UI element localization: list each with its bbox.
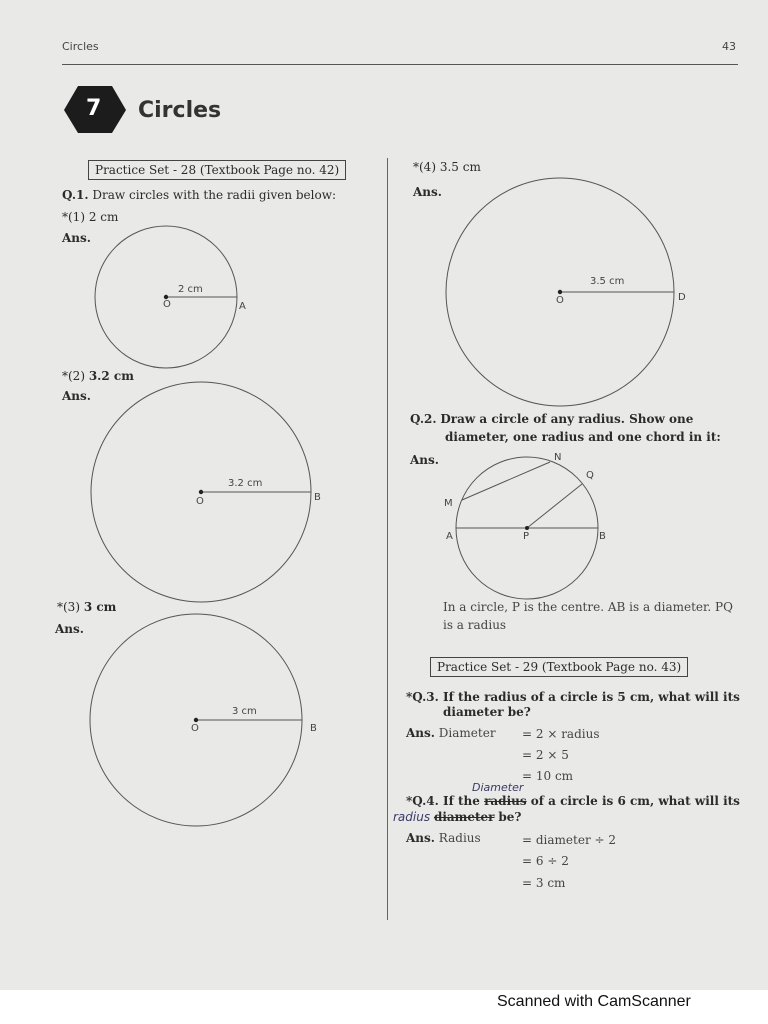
- q1-part-1: [62, 210, 118, 224]
- q1-part-2-value: 3.2 cm: [88, 369, 134, 383]
- practice-set-28-box: Practice Set - 28 (Textbook Page no. 42): [88, 160, 346, 180]
- centre-dot-p: [525, 526, 529, 530]
- q3-step-2: = 2 × 5: [522, 748, 569, 762]
- q1-part-3: [57, 600, 116, 614]
- circle-4-radius-label: 3.5 cm: [590, 276, 625, 287]
- centre-dot-3: [194, 718, 198, 722]
- q3-line-1: If the radius of a circle is 5 cm, what will its: [443, 690, 740, 704]
- q2-point-q: Q: [586, 470, 594, 481]
- camscanner-watermark: Scanned with CamScanner: [497, 993, 691, 1010]
- q3-lhs: Diameter: [438, 726, 496, 740]
- centre-dot-4: [558, 290, 562, 294]
- q2-point-a: A: [446, 531, 453, 542]
- column-divider: [387, 158, 388, 920]
- q4-ans-row: [406, 831, 481, 845]
- q4-pre: If the: [443, 794, 480, 808]
- q1-part-4: [413, 160, 481, 174]
- q1-part-1-label: *(1): [62, 210, 85, 224]
- q3-ans-row: [406, 726, 496, 740]
- q1-label: Q.1.: [62, 188, 89, 202]
- q1-part-3-label: *(3): [57, 600, 80, 614]
- circle-diagram-4: [446, 178, 674, 406]
- q3-step-1: = 2 × radius: [522, 727, 600, 741]
- q2-line-2: diameter, one radius and one chord in it:: [445, 430, 721, 444]
- q2-heading: [410, 412, 693, 426]
- circle-1-centre-label: O: [163, 299, 171, 310]
- q1-part-2-ans: Ans.: [62, 389, 91, 403]
- circle-4-point-label: D: [678, 292, 686, 303]
- q4-step-3: = 3 cm: [522, 876, 566, 890]
- q2-point-b: B: [599, 531, 606, 542]
- q4-step-2: = 6 ÷ 2: [522, 854, 569, 868]
- q1-part-4-label: *(4): [413, 160, 436, 174]
- q2-note-line-1: In a circle, P is the centre. AB is a diameter. PQ: [443, 600, 733, 614]
- q4-struck-radius: radius: [484, 794, 527, 808]
- circle-3-point-label: B: [310, 723, 317, 734]
- q4-ans: Ans.: [406, 831, 435, 845]
- chapter-number: 7: [86, 96, 102, 121]
- chord-mn: [462, 462, 550, 500]
- q4-step-1: = diameter ÷ 2: [522, 833, 617, 847]
- centre-dot-2: [199, 490, 203, 494]
- circle-3-radius-label: 3 cm: [232, 706, 257, 717]
- circle-diagram-3: [90, 614, 302, 826]
- q1-part-4-ans: Ans.: [413, 185, 442, 199]
- q4-line-2: [393, 810, 521, 824]
- chapter-title: Circles: [138, 98, 222, 123]
- q1-part-3-ans: Ans.: [55, 622, 84, 636]
- q4-post: be?: [498, 810, 522, 824]
- circle-3-centre-label: O: [191, 723, 199, 734]
- q1-heading: [62, 188, 336, 202]
- q4-label: *Q.4.: [406, 794, 439, 808]
- radius-pq: [527, 484, 582, 528]
- q4-struck-diameter: diameter: [433, 810, 495, 824]
- q1-part-1-value: 2 cm: [88, 210, 119, 224]
- q1-part-2-label: *(2): [62, 369, 85, 383]
- q1-part-4-value: 3.5 cm: [439, 160, 481, 174]
- running-header-title: Circles: [62, 40, 99, 53]
- q2-line-1: Draw a circle of any radius. Show one: [440, 412, 694, 426]
- circle-diagram-q2: [456, 457, 598, 599]
- q1-part-2: [62, 369, 134, 383]
- q2-ans: Ans.: [410, 453, 439, 467]
- q1-part-3-value: 3 cm: [83, 600, 117, 614]
- circle-2-radius-label: 3.2 cm: [228, 478, 263, 489]
- circle-1-point-label: A: [239, 301, 246, 312]
- q1-text: Draw circles with the radii given below:: [92, 188, 337, 202]
- q2-label: Q.2.: [410, 412, 437, 426]
- q2-point-m: M: [444, 498, 453, 509]
- q3-line-2: diameter be?: [443, 705, 531, 719]
- page-number: 43: [722, 40, 736, 53]
- q3-label: *Q.3.: [406, 690, 439, 704]
- q4-lhs: Radius: [438, 831, 481, 845]
- q3-heading: [406, 690, 740, 704]
- q4-mid: of a circle is 6 cm, what will its: [530, 794, 740, 808]
- circle-diagram-1: [95, 226, 237, 368]
- q3-step-3: = 10 cm: [522, 769, 574, 783]
- practice-set-29-box: Practice Set - 29 (Textbook Page no. 43): [430, 657, 688, 677]
- circle-4-centre-label: O: [556, 295, 564, 306]
- q2-note-line-2: is a radius: [443, 618, 507, 632]
- q2-point-p: P: [523, 531, 530, 542]
- q3-ans: Ans.: [406, 726, 435, 740]
- circle-2-point-label: B: [314, 492, 321, 503]
- circle-diagram-2: [91, 382, 311, 602]
- circle-1-radius-label: 2 cm: [178, 284, 203, 295]
- q2-point-n: N: [554, 452, 562, 463]
- q4-heading: [406, 794, 740, 808]
- q4-handwritten-radius: radius: [393, 810, 431, 824]
- q4-handwritten-diameter: Diameter: [472, 781, 524, 794]
- q1-part-1-ans: Ans.: [62, 231, 91, 245]
- circle-2-centre-label: O: [196, 496, 204, 507]
